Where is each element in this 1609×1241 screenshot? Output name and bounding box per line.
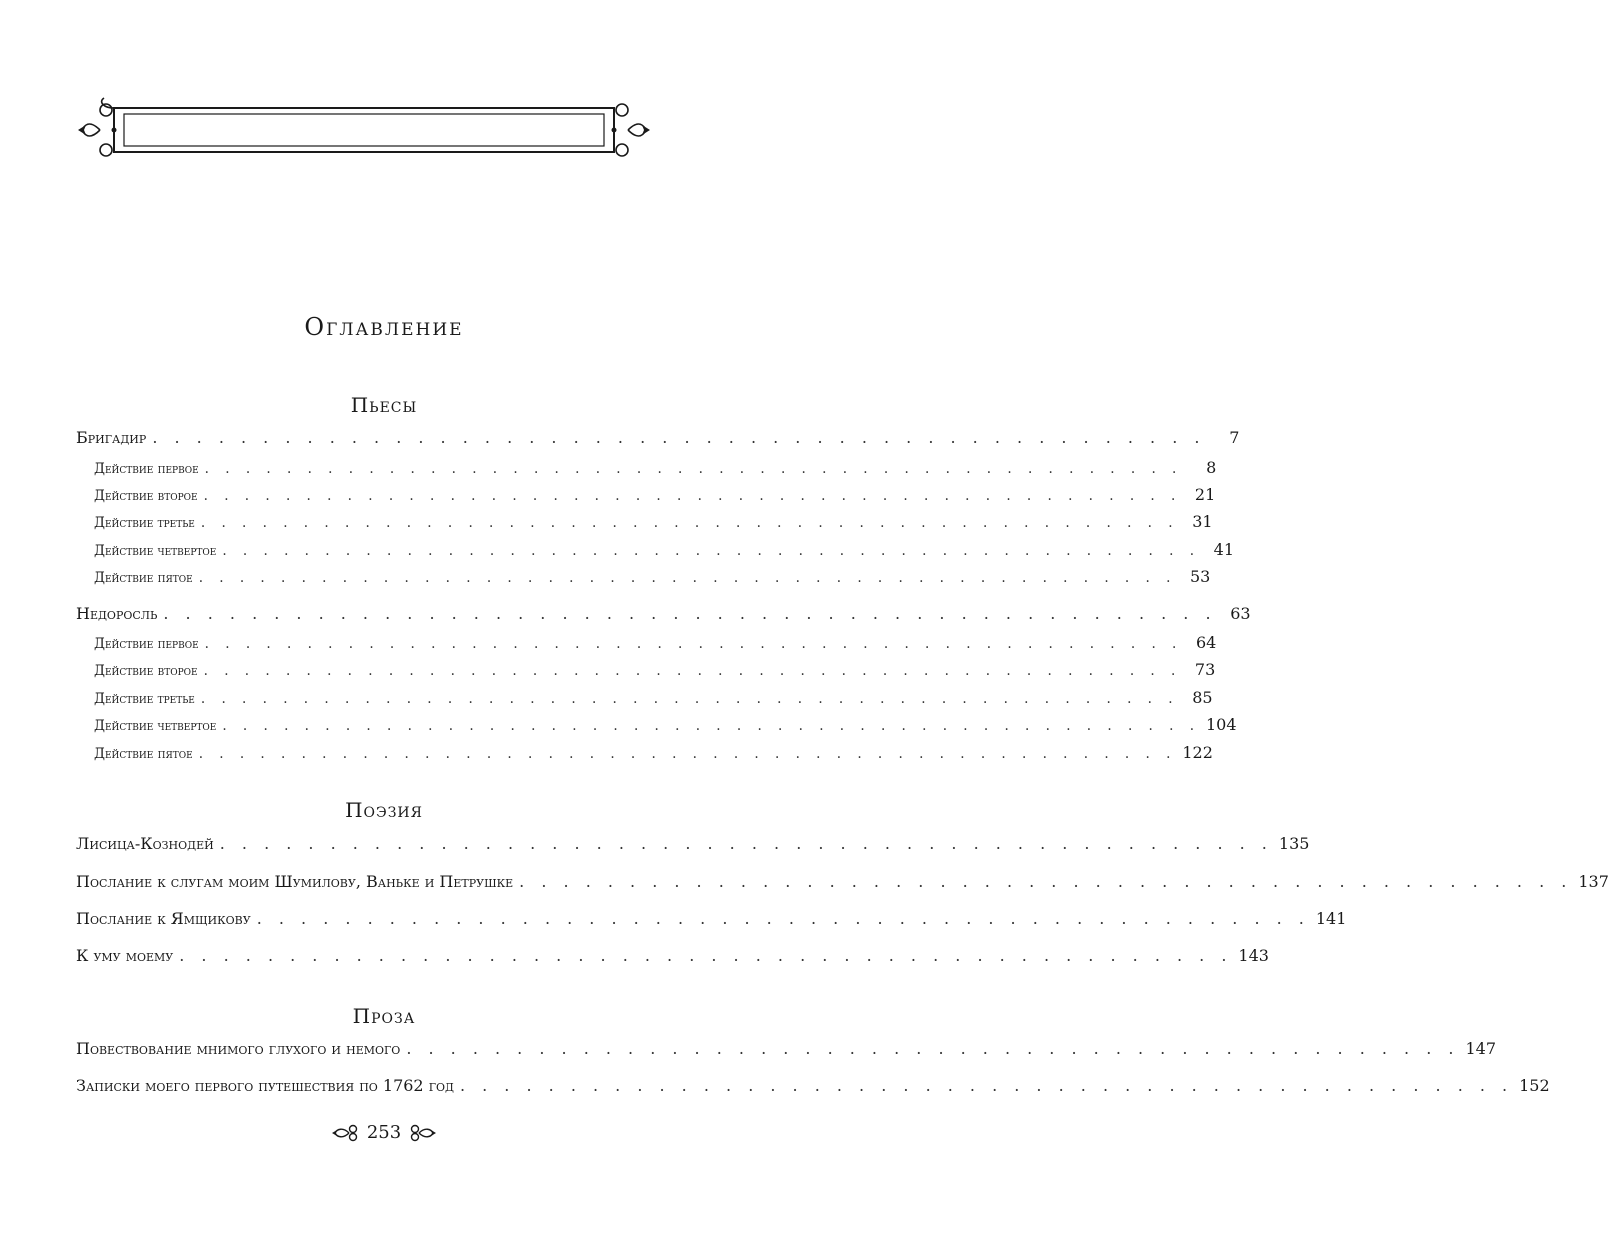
- dot-leader: . . . . . . . . . . . . . . . . . . . . . . . . . . . . . . . . . . . . . . . . . . . . . . . .: [203, 488, 1182, 504]
- toc-entry[interactable]: [76, 1039, 1497, 1058]
- toc-entry-label: Действие четвертое: [94, 718, 217, 734]
- toc-entry-label: Лисица-Кознодей: [76, 834, 214, 853]
- toc-subentry[interactable]: [94, 485, 1216, 504]
- toc-entry-label: Недоросль: [76, 604, 158, 623]
- toc-entry-page: 63: [1230, 604, 1251, 623]
- toc-entry-page: 53: [1190, 567, 1211, 586]
- toc-subentry[interactable]: [94, 633, 1217, 652]
- toc-entry-page: 135: [1278, 834, 1310, 853]
- toc-entry-label: Действие первое: [94, 461, 199, 477]
- dot-leader: . . . . . . . . . . . . . . . . . . . . . . . . . . . . . . . . . . . . . . . . . . . . . . . .: [163, 604, 1217, 623]
- toc-entry[interactable]: [76, 604, 1251, 623]
- toc-entry-page: 122: [1182, 743, 1213, 762]
- toc-subentry[interactable]: [94, 458, 1217, 477]
- toc-entry-label: Бригадир: [76, 428, 147, 447]
- dot-leader: . . . . . . . . . . . . . . . . . . . . . . . . . . . . . . . . . . . . . . . . . . . . . . . .: [204, 461, 1183, 477]
- toc-entry-label: Действие пятое: [94, 746, 193, 762]
- toc-entry-label: Повествование мнимого глухого и немого: [76, 1039, 401, 1058]
- dot-leader: . . . . . . . . . . . . . . . . . . . . . . . . . . . . . . . . . . . . . . . . . . . . . . . .: [204, 636, 1183, 652]
- toc-entry-label: Послание к слугам моим Шумилову, Ваньке и Петрушке: [76, 872, 514, 891]
- toc-entry-label: Действие пятое: [94, 570, 193, 586]
- toc-entry-page: 143: [1238, 946, 1269, 965]
- toc-entry-page: 7: [1229, 428, 1240, 447]
- toc-entry-label: Действие первое: [94, 636, 199, 652]
- dot-leader: . . . . . . . . . . . . . . . . . . . . . . . . . . . . . . . . . . . . . . . . . . . . . . . .: [198, 746, 1177, 762]
- toc-entry-label: К уму моему: [76, 946, 174, 965]
- dot-leader: . . . . . . . . . . . . . . . . . . . . . . . . . . . . . . . . . . . . . . . . . . . . . . . .: [222, 718, 1200, 734]
- toc-subentry[interactable]: [94, 512, 1213, 531]
- toc-entry[interactable]: [76, 834, 1310, 853]
- toc-entry-page: 152: [1519, 1076, 1550, 1095]
- toc-entry-page: 64: [1195, 633, 1217, 652]
- toc-entry-label: Записки моего первого путешествия по 1762 год: [76, 1076, 454, 1095]
- page-footer: [0, 1122, 768, 1143]
- section-title-poetry: Поэзия: [345, 798, 423, 822]
- toc-entry-page: 141: [1315, 909, 1347, 928]
- toc-entry-label: Действие третье: [94, 691, 195, 707]
- toc-subentry[interactable]: [94, 660, 1216, 679]
- toc-entry-label: Действие второе: [94, 488, 198, 504]
- toc-entry-page: 104: [1206, 715, 1237, 734]
- dot-leader: . . . . . . . . . . . . . . . . . . . . . . . . . . . . . . . . . . . . . . . . . . . . . . . .: [459, 1076, 1514, 1095]
- dot-leader: . . . . . . . . . . . . . . . . . . . . . . . . . . . . . . . . . . . . . . . . . . . . . . . .: [519, 872, 1573, 891]
- toc-entry-label: Действие второе: [94, 663, 198, 679]
- dot-leader: . . . . . . . . . . . . . . . . . . . . . . . . . . . . . . . . . . . . . . . . . . . . . . . .: [179, 946, 1233, 965]
- toc-entry-page: 73: [1194, 660, 1216, 679]
- toc-entry-label: Послание к Ямщикову: [76, 909, 251, 928]
- toc-subentry[interactable]: [94, 715, 1237, 734]
- toc-entry[interactable]: [76, 1076, 1550, 1095]
- toc-entry[interactable]: [76, 909, 1347, 928]
- toc-entry[interactable]: [76, 428, 1240, 447]
- toc-subentry[interactable]: [94, 743, 1213, 762]
- ornament-frame: [74, 100, 654, 160]
- dot-leader: . . . . . . . . . . . . . . . . . . . . . . . . . . . . . . . . . . . . . . . . . . . . . . . .: [200, 515, 1179, 531]
- toc-entry[interactable]: [76, 872, 1609, 891]
- dot-leader: . . . . . . . . . . . . . . . . . . . . . . . . . . . . . . . . . . . . . . . . . . . . . . . .: [198, 570, 1177, 586]
- dot-leader: . . . . . . . . . . . . . . . . . . . . . . . . . . . . . . . . . . . . . . . . . . . . . . . .: [152, 428, 1206, 447]
- dot-leader: . . . . . . . . . . . . . . . . . . . . . . . . . . . . . . . . . . . . . . . . . . . . . . . .: [219, 834, 1273, 853]
- dot-leader: . . . . . . . . . . . . . . . . . . . . . . . . . . . . . . . . . . . . . . . . . . . . . . . .: [256, 909, 1310, 928]
- ornament-right-icon: [407, 1123, 437, 1143]
- toc-entry-label: Действие третье: [94, 515, 195, 531]
- section-title-prose: Проза: [352, 1004, 416, 1028]
- toc-entry-page: 41: [1213, 540, 1234, 559]
- page-title: Оглавление: [304, 313, 464, 341]
- toc-entry-page: 8: [1206, 458, 1217, 477]
- toc-entry-page: 31: [1192, 512, 1213, 531]
- toc-subentry[interactable]: [94, 540, 1234, 559]
- dot-leader: . . . . . . . . . . . . . . . . . . . . . . . . . . . . . . . . . . . . . . . . . . . . . . . .: [203, 663, 1182, 679]
- ornament-left-icon: [331, 1123, 361, 1143]
- dot-leader: . . . . . . . . . . . . . . . . . . . . . . . . . . . . . . . . . . . . . . . . . . . . . . . .: [222, 543, 1200, 559]
- dot-leader: . . . . . . . . . . . . . . . . . . . . . . . . . . . . . . . . . . . . . . . . . . . . . . . .: [200, 691, 1179, 707]
- toc-entry[interactable]: [76, 946, 1269, 965]
- toc-entry-page: 147: [1465, 1039, 1497, 1058]
- dot-leader: . . . . . . . . . . . . . . . . . . . . . . . . . . . . . . . . . . . . . . . . . . . . . . . .: [406, 1039, 1460, 1058]
- toc-entry-label: Действие четвертое: [94, 543, 217, 559]
- page-number: 253: [366, 1122, 402, 1143]
- toc-entry-page: 85: [1192, 688, 1213, 707]
- toc-entry-page: 21: [1194, 485, 1216, 504]
- section-title-plays: Пьесы: [350, 393, 418, 417]
- toc-subentry[interactable]: [94, 688, 1213, 707]
- toc-entry-page: 137: [1578, 872, 1609, 891]
- toc-subentry[interactable]: [94, 567, 1211, 586]
